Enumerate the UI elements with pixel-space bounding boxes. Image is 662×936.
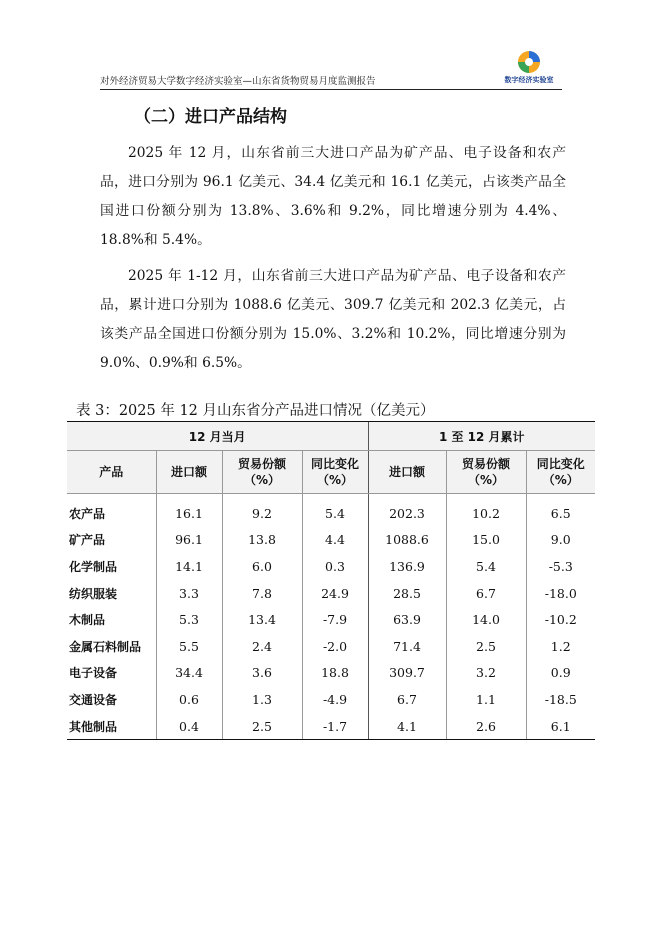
table-row — [67, 580, 595, 607]
cell-cum-yoy: -18.5 — [526, 686, 595, 713]
cell-cum-share: 14.0 — [446, 606, 526, 633]
table-row — [67, 633, 595, 660]
cell-cum-share: 2.6 — [446, 713, 526, 740]
cell-cum-import: 202.3 — [368, 494, 446, 527]
cell-cum-import: 63.9 — [368, 606, 446, 633]
table-row — [67, 713, 595, 740]
col-header-month-import: 进口额 — [156, 451, 222, 494]
cell-month-share: 13.4 — [222, 606, 302, 633]
cell-month-share: 9.2 — [222, 494, 302, 527]
cell-product-name: 电子设备 — [69, 666, 118, 681]
col-header-cum-share — [446, 451, 526, 494]
cell-product-name: 交通设备 — [69, 692, 118, 707]
cell-month-share: 13.8 — [222, 527, 302, 554]
cell-cum-import: 6.7 — [368, 686, 446, 713]
cell-month-import: 0.6 — [156, 686, 222, 713]
cell-product-name: 纺织服装 — [69, 586, 118, 601]
cell-month-yoy: -2.0 — [302, 633, 368, 660]
cell-cum-yoy: -10.2 — [526, 606, 595, 633]
logo-text: 数字经济实验室 — [504, 76, 554, 84]
table-row — [67, 686, 595, 713]
table-column-header-row — [67, 451, 595, 494]
col-header-month-share-l2: （%） — [243, 473, 281, 487]
cell-cum-import: 309.7 — [368, 660, 446, 687]
cell-month-yoy: 18.8 — [302, 660, 368, 687]
cell-product-name: 化学制品 — [69, 559, 118, 574]
cell-month-import: 34.4 — [156, 660, 222, 687]
table-body — [67, 494, 595, 740]
paragraph-full-year: 2025 年 1-12 月，山东省前三大进口产品为矿产品、电子设备和农产品，累计进口分别为 1088.6 亿美元、309.7 亿美元和 202.3 亿美元，占该类产品全国进口份额分别为 15.0%、3.2%和 10.2%，同比增速分别为 9.0%、0.9%和 6.5%。 — [100, 268, 566, 371]
col-header-month-share — [222, 451, 302, 494]
cell-month-import: 14.1 — [156, 553, 222, 580]
cell-cum-import: 28.5 — [368, 580, 446, 607]
cell-month-yoy: 24.9 — [302, 580, 368, 607]
lab-logo — [498, 50, 560, 84]
cell-cum-yoy: 1.2 — [526, 633, 595, 660]
cell-cum-import: 136.9 — [368, 553, 446, 580]
col-header-cum-import: 进口额 — [368, 451, 446, 494]
cell-cum-share: 3.2 — [446, 660, 526, 687]
cell-month-import: 5.3 — [156, 606, 222, 633]
cell-month-yoy: 5.4 — [302, 494, 368, 527]
col-header-cum-yoy-l1: 同比变化 — [536, 457, 585, 471]
col-header-month-yoy-l2: （%） — [316, 473, 354, 487]
cell-cum-share: 1.1 — [446, 686, 526, 713]
cell-month-yoy: 0.3 — [302, 553, 368, 580]
col-header-month-share-l1: 贸易份额 — [237, 457, 286, 471]
col-header-cum-share-l2: （%） — [467, 473, 505, 487]
cell-product-name: 木制品 — [69, 613, 106, 628]
col-header-cum-yoy — [526, 451, 595, 494]
header-rule — [100, 89, 562, 90]
cell-month-share: 2.5 — [222, 713, 302, 740]
cell-cum-yoy: -18.0 — [526, 580, 595, 607]
table-row — [67, 606, 595, 633]
group-header-cumulative: 1 至 12 月累计 — [368, 422, 595, 451]
cell-month-yoy: -4.9 — [302, 686, 368, 713]
cell-cum-yoy: -5.3 — [526, 553, 595, 580]
col-header-month-yoy-l1: 同比变化 — [310, 457, 359, 471]
cell-month-share: 1.3 — [222, 686, 302, 713]
import-table — [67, 421, 595, 740]
table-caption: 表 3：2025 年 12 月山东省分产品进口情况（亿美元） — [76, 403, 435, 419]
cell-month-share: 2.4 — [222, 633, 302, 660]
cell-cum-share: 15.0 — [446, 527, 526, 554]
cell-month-import: 5.5 — [156, 633, 222, 660]
lab-logo-icon — [516, 50, 542, 74]
cell-product-name: 金属石料制品 — [69, 639, 142, 654]
col-header-cum-share-l1: 贸易份额 — [461, 457, 510, 471]
cell-product-name: 农产品 — [69, 506, 106, 521]
cell-cum-import: 71.4 — [368, 633, 446, 660]
cell-month-yoy: -1.7 — [302, 713, 368, 740]
cell-cum-import: 4.1 — [368, 713, 446, 740]
table-row — [67, 527, 595, 554]
cell-product-name: 矿产品 — [69, 533, 106, 548]
cell-month-share: 7.8 — [222, 580, 302, 607]
cell-cum-share: 2.5 — [446, 633, 526, 660]
cell-month-import: 16.1 — [156, 494, 222, 527]
cell-month-import: 96.1 — [156, 527, 222, 554]
table-row — [67, 660, 595, 687]
cell-cum-share: 6.7 — [446, 580, 526, 607]
cell-cum-yoy: 6.5 — [526, 494, 595, 527]
section-title: （二）进口产品结构 — [134, 107, 287, 127]
paragraph-december: 2025 年 12 月，山东省前三大进口产品为矿产品、电子设备和农产品，进口分别为 96.1 亿美元、34.4 亿美元和 16.1 亿美元，占该类产品全国进口份额分别为 13.8%、3.6%和 9.2%，同比增速分别为 4.4%、18.8%和 5.4%。 — [100, 145, 566, 248]
col-header-cum-yoy-l2: （%） — [542, 473, 579, 487]
cell-product-name: 其他制品 — [67, 713, 156, 740]
cell-cum-yoy: 6.1 — [526, 713, 595, 740]
cell-month-import: 0.4 — [156, 713, 222, 740]
cell-cum-share: 5.4 — [446, 553, 526, 580]
cell-month-yoy: -7.9 — [302, 606, 368, 633]
group-header-month: 12 月当月 — [67, 422, 368, 451]
col-header-month-yoy — [302, 451, 368, 494]
header-title: 对外经济贸易大学数字经济实验室—山东省货物贸易月度监测报告 — [100, 76, 376, 87]
cell-month-share: 6.0 — [222, 553, 302, 580]
page-header — [100, 50, 562, 90]
table-row — [67, 494, 595, 527]
table-group-header-row — [67, 422, 595, 451]
table-row — [67, 553, 595, 580]
cell-month-import: 3.3 — [156, 580, 222, 607]
cell-cum-yoy: 9.0 — [526, 527, 595, 554]
cell-month-share: 3.6 — [222, 660, 302, 687]
cell-cum-import: 1088.6 — [368, 527, 446, 554]
cell-month-yoy: 4.4 — [302, 527, 368, 554]
cell-cum-yoy: 0.9 — [526, 660, 595, 687]
cell-cum-share: 10.2 — [446, 494, 526, 527]
col-header-product: 产品 — [67, 451, 156, 494]
